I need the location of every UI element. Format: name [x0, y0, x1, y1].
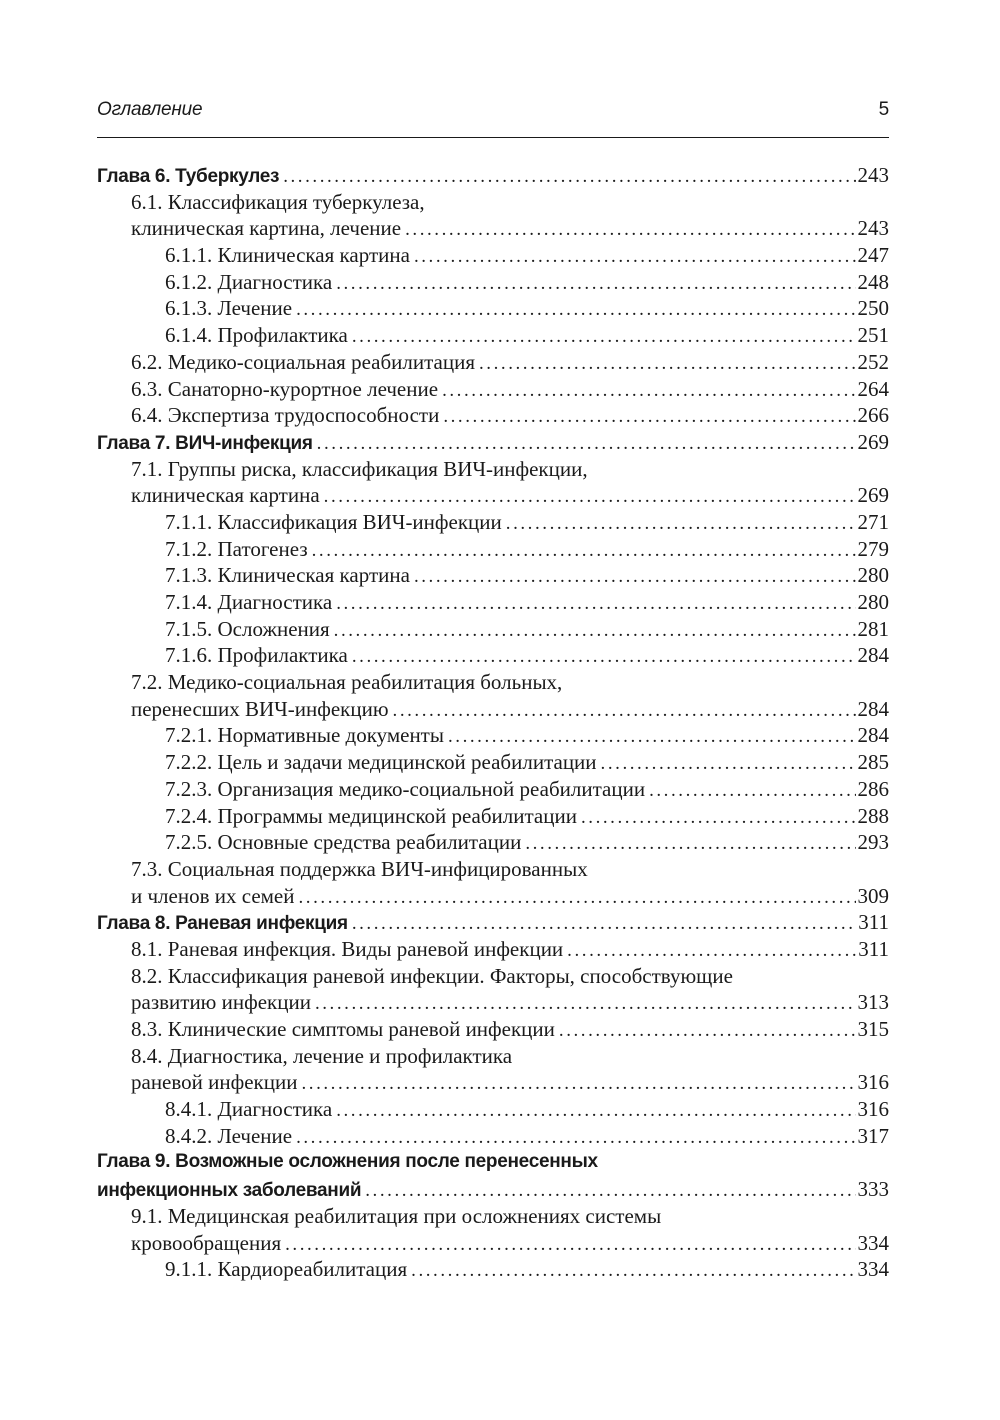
- toc-entry-title: Глава 7. ВИЧ-инфекция: [97, 432, 313, 454]
- toc-page-number: 286: [857, 776, 889, 801]
- toc-entry-title: 7.1.4. Диагностика: [165, 590, 333, 614]
- dot-leader: [352, 324, 856, 349]
- toc-page-number: 316: [857, 1070, 889, 1095]
- toc-entry-line: [165, 803, 889, 830]
- toc-chapter-entry[interactable]: [97, 909, 889, 936]
- toc-entry-title: развитию инфекции: [131, 990, 311, 1015]
- toc-page-number: 281: [857, 616, 889, 641]
- dot-leader: [448, 724, 856, 749]
- toc-entry-title: 7.2.4. Программы медицинской реабилитации: [165, 803, 577, 828]
- running-head: [97, 99, 889, 129]
- dot-leader: [317, 431, 856, 456]
- toc-entry-line: [165, 509, 889, 536]
- toc-entry-title: 6.1.3. Лечение: [165, 296, 293, 321]
- toc-entry-line: [131, 1016, 889, 1043]
- toc-entry-title: 7.1. Группы риска, классификация ВИЧ-инфекции,: [131, 456, 588, 481]
- toc-entry[interactable]: [97, 349, 889, 376]
- toc-entry-line: [165, 1256, 889, 1283]
- toc-entry-line: [165, 536, 889, 563]
- toc-entry-title: и членов их семей: [131, 883, 295, 908]
- toc-entry-title: 8.4.2. Лечение: [165, 1123, 293, 1148]
- toc-entry[interactable]: [97, 1043, 889, 1096]
- dot-leader: [336, 591, 855, 616]
- toc-entry-title: 7.1.1. Классификация ВИЧ-инфекции: [165, 509, 502, 534]
- toc-entry-title: клиническая картина, лечение: [131, 216, 402, 241]
- dot-leader: [336, 271, 855, 296]
- toc-page-number: 315: [857, 1017, 889, 1041]
- toc-entry[interactable]: [97, 856, 889, 909]
- toc-page-number: 311: [858, 936, 889, 961]
- toc-entry[interactable]: [97, 1256, 889, 1283]
- toc-page-number: 271: [857, 509, 889, 534]
- toc-entry[interactable]: [97, 1016, 889, 1043]
- toc-entry[interactable]: [97, 1096, 889, 1123]
- toc-entry[interactable]: [97, 242, 889, 269]
- toc-entry[interactable]: [97, 589, 889, 616]
- dot-leader: [352, 911, 856, 936]
- dot-leader: [352, 644, 856, 669]
- table-of-contents: [97, 162, 889, 1283]
- toc-entry-line: [165, 616, 889, 643]
- toc-entry-title: 7.2.5. Основные средства реабилитации: [165, 830, 522, 855]
- toc-entry-line: [165, 242, 889, 269]
- toc-entry[interactable]: [97, 189, 889, 242]
- toc-entry-title: Глава 8. Раневая инфекция: [97, 913, 348, 935]
- toc-entry[interactable]: [97, 295, 889, 322]
- dot-leader: [443, 404, 855, 429]
- toc-entry-title: кровообращения: [131, 1230, 282, 1255]
- toc-entry-title: 6.2. Медико-социальная реабилитация: [131, 349, 475, 374]
- toc-entry-line: [165, 642, 889, 669]
- toc-entry-title: 7.1.3. Клиническая картина: [165, 563, 410, 588]
- toc-page-number: 311: [858, 910, 889, 935]
- toc-entry-line: [131, 1043, 889, 1070]
- toc-page-number: 269: [857, 429, 889, 454]
- toc-entry-line: [165, 322, 889, 349]
- toc-page-number: 252: [857, 349, 889, 374]
- toc-page-number: 293: [857, 830, 889, 855]
- toc-entry-line: [131, 215, 889, 242]
- toc-entry[interactable]: [97, 749, 889, 776]
- toc-entry-line: [165, 295, 889, 322]
- toc-entry-line: [131, 1069, 889, 1096]
- toc-page-number: 280: [857, 590, 889, 614]
- toc-entry-line: [97, 162, 889, 189]
- toc-page-number: 284: [857, 643, 889, 668]
- toc-page-number: 317: [857, 1123, 889, 1148]
- toc-page-number: 248: [857, 269, 889, 294]
- toc-entry-title: раневой инфекции: [131, 1070, 298, 1095]
- toc-entry-title: 8.4.1. Диагностика: [165, 1097, 333, 1122]
- toc-entry-line: [131, 696, 889, 723]
- toc-entry-line: [131, 1230, 889, 1257]
- toc-page-number: 313: [857, 990, 889, 1015]
- toc-entry-line: [131, 669, 889, 696]
- toc-entry-title: Глава 6. Туберкулез: [97, 166, 280, 187]
- toc-entry-line: [131, 482, 889, 509]
- toc-entry-line: [131, 856, 889, 883]
- dot-leader: [365, 1178, 855, 1203]
- dot-leader: [296, 297, 855, 322]
- toc-page-number: 334: [857, 1230, 889, 1255]
- toc-entry-line: [131, 1203, 889, 1230]
- toc-entry-title: 7.2.3. Организация медико-социальной реабилитации: [165, 776, 646, 801]
- dot-leader: [299, 885, 856, 910]
- toc-entry-line: [131, 456, 889, 483]
- toc-entry-line: [131, 376, 889, 403]
- toc-entry-title: 7.1.6. Профилактика: [165, 643, 348, 668]
- toc-page-number: 284: [857, 696, 889, 721]
- dot-leader: [301, 1071, 855, 1096]
- toc-entry-title: 9.1. Медицинская реабилитация при осложнениях системы: [131, 1203, 662, 1228]
- toc-entry[interactable]: [97, 829, 889, 856]
- toc-page-number: 309: [857, 883, 889, 908]
- toc-entry[interactable]: [97, 402, 889, 429]
- dot-leader: [581, 805, 856, 830]
- toc-entry-title: 6.1.1. Клиническая картина: [165, 243, 410, 268]
- toc-entry-title: 9.1.1. Кардиореабилитация: [165, 1257, 408, 1282]
- toc-entry-line: [97, 1149, 889, 1176]
- toc-entry-line: [97, 429, 889, 456]
- dot-leader: [334, 618, 856, 643]
- toc-entry-line: [165, 1096, 889, 1123]
- toc-entry-line: [131, 402, 889, 429]
- toc-entry-title: 7.1.2. Патогенез: [165, 536, 308, 561]
- toc-entry-title: 7.1.5. Осложнения: [165, 616, 330, 641]
- toc-entry-line: [131, 963, 889, 990]
- toc-page-number: 264: [857, 376, 889, 401]
- dot-leader: [336, 1098, 855, 1123]
- toc-entry-title: клиническая картина: [131, 483, 320, 508]
- toc-entry[interactable]: [97, 776, 889, 803]
- dot-leader: [414, 564, 856, 589]
- toc-page-number: 269: [857, 483, 889, 508]
- dot-leader: [442, 378, 855, 403]
- dot-leader: [506, 511, 856, 536]
- toc-page-number: 243: [857, 163, 889, 187]
- toc-page-number: 280: [857, 563, 889, 588]
- toc-entry[interactable]: [97, 536, 889, 563]
- toc-entry-line: [165, 562, 889, 589]
- toc-entry-title: 8.1. Раневая инфекция. Виды раневой инфекции: [131, 936, 564, 961]
- dot-leader: [312, 538, 856, 563]
- toc-page-number: 279: [857, 536, 889, 561]
- toc-page-number: 333: [857, 1177, 889, 1202]
- toc-entry-title: 6.3. Санаторно-курортное лечение: [131, 376, 439, 401]
- toc-entry-line: [131, 189, 889, 216]
- toc-chapter-entry[interactable]: [97, 1149, 889, 1202]
- toc-entry-line: [97, 1176, 889, 1203]
- dot-leader: [315, 991, 856, 1016]
- page-number: 5: [878, 99, 889, 120]
- toc-page-number: 284: [857, 723, 889, 748]
- toc-page-number: 288: [857, 803, 889, 828]
- toc-entry-line: [165, 722, 889, 749]
- toc-entry-title: инфекционных заболеваний: [97, 1180, 362, 1202]
- toc-entry-line: [97, 909, 889, 936]
- header-rule: [97, 137, 889, 138]
- dot-leader: [296, 1125, 855, 1150]
- toc-entry-line: [131, 989, 889, 1016]
- toc-entry-title: Глава 9. Возможные осложнения после перенесенных: [97, 1151, 598, 1173]
- toc-entry[interactable]: [97, 616, 889, 643]
- toc-entry-line: [131, 883, 889, 910]
- toc-page-number: 285: [857, 750, 889, 775]
- dot-leader: [525, 831, 855, 856]
- toc-entry[interactable]: [97, 1123, 889, 1150]
- toc-entry[interactable]: [97, 669, 889, 722]
- toc-entry-title: 7.2.1. Нормативные документы: [165, 723, 444, 748]
- toc-entry-title: 7.2. Медико-социальная реабилитация больных,: [131, 670, 563, 695]
- toc-entry[interactable]: [97, 376, 889, 403]
- toc-entry[interactable]: [97, 1203, 889, 1256]
- toc-entry-line: [165, 269, 889, 296]
- toc-entry[interactable]: [97, 722, 889, 749]
- toc-page-number: 251: [857, 323, 889, 348]
- toc-entry-line: [131, 936, 889, 963]
- toc-entry[interactable]: [97, 509, 889, 536]
- dot-leader: [285, 1232, 855, 1257]
- running-head-title: Оглавление: [97, 99, 203, 120]
- toc-entry-title: 6.1. Классификация туберкулеза,: [131, 189, 425, 214]
- toc-entry-line: [131, 349, 889, 376]
- toc-entry[interactable]: [97, 322, 889, 349]
- dot-leader: [479, 351, 856, 376]
- toc-entry[interactable]: [97, 269, 889, 296]
- toc-chapter-entry[interactable]: [97, 162, 889, 189]
- toc-page-number: 243: [857, 216, 889, 241]
- toc-chapter-entry[interactable]: [97, 429, 889, 456]
- dot-leader: [567, 938, 856, 963]
- toc-entry-line: [165, 776, 889, 803]
- toc-page-number: 247: [857, 243, 889, 268]
- toc-entry-title: 6.1.4. Профилактика: [165, 323, 348, 348]
- toc-entry[interactable]: [97, 803, 889, 830]
- toc-entry-line: [165, 829, 889, 856]
- dot-leader: [283, 164, 855, 189]
- dot-leader: [649, 778, 855, 803]
- dot-leader: [393, 698, 856, 723]
- toc-entry-title: 8.4. Диагностика, лечение и профилактика: [131, 1043, 513, 1068]
- dot-leader: [405, 217, 855, 242]
- dot-leader: [414, 244, 856, 269]
- dot-leader: [601, 751, 856, 776]
- toc-entry[interactable]: [97, 562, 889, 589]
- toc-page-number: 266: [857, 403, 889, 428]
- toc-entry-title: 7.3. Социальная поддержка ВИЧ-инфицированных: [131, 856, 588, 881]
- toc-entry[interactable]: [97, 936, 889, 963]
- toc-entry-title: 8.2. Классификация раневой инфекции. Факторы, способствующие: [131, 963, 733, 988]
- toc-page-number: 250: [857, 296, 889, 321]
- toc-entry[interactable]: [97, 642, 889, 669]
- toc-entry-line: [165, 749, 889, 776]
- toc-entry[interactable]: [97, 963, 889, 1016]
- toc-entry-title: 7.2.2. Цель и задачи медицинской реабилитации: [165, 750, 597, 775]
- toc-entry-title: перенесших ВИЧ-инфекцию: [131, 696, 389, 721]
- toc-page-number: 334: [857, 1257, 889, 1282]
- dot-leader: [411, 1258, 855, 1283]
- toc-entry-title: 8.3. Клинические симптомы раневой инфекции: [131, 1017, 555, 1041]
- toc-entry-title: 6.4. Экспертиза трудоспособности: [131, 403, 440, 428]
- toc-entry-line: [165, 1123, 889, 1150]
- dot-leader: [324, 484, 856, 509]
- dot-leader: [559, 1018, 856, 1043]
- toc-entry-title: 6.1.2. Диагностика: [165, 269, 333, 294]
- toc-page-number: 316: [857, 1097, 889, 1122]
- toc-entry-line: [165, 589, 889, 616]
- toc-entry[interactable]: [97, 456, 889, 509]
